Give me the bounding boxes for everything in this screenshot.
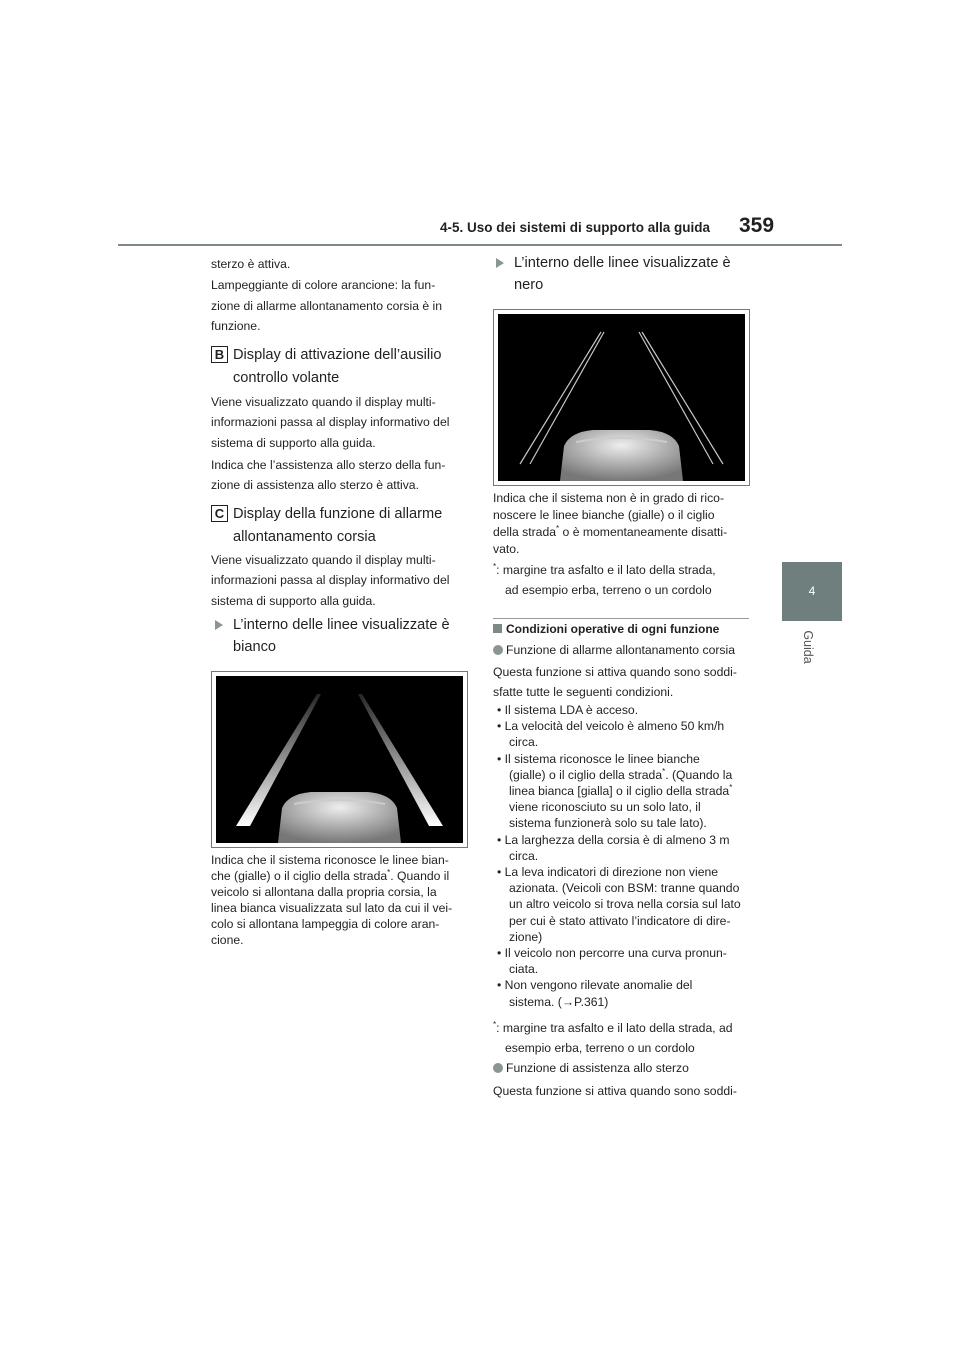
text-line: sistema di supporto alla guida. (211, 593, 376, 608)
conditions-heading (493, 622, 719, 636)
text-line: Viene visualizzato quando il display multi- (211, 553, 436, 567)
text-line: cione. (211, 933, 244, 947)
text-line: della strada* o è momentaneamente disatti- (493, 523, 728, 539)
chapter-tab[interactable]: 4 (782, 562, 842, 621)
text-line: un altro veicolo si trova nella corsia sul lato (509, 897, 741, 912)
list-item (497, 977, 741, 1009)
function-heading (493, 1061, 689, 1075)
footnote-lines (493, 1018, 733, 1058)
paragraph (493, 662, 737, 702)
text-line: • La velocità del veicolo è almeno 50 km/h (497, 719, 725, 734)
text-line: *: margine tra asfalto e il lato della strada, (493, 561, 716, 577)
section-b (211, 344, 441, 390)
text-line: funzione. (211, 319, 261, 333)
text-line: ciata. (509, 962, 539, 977)
text-line: linea bianca visualizzata sul lato da cui il vei- (211, 901, 453, 915)
text-line: Display della funzione di allarme (233, 506, 443, 522)
text-line: sfatte tutte le seguenti condizioni. (493, 685, 674, 699)
list-item (497, 832, 741, 864)
list-item (497, 864, 741, 945)
circle-bullet-icon (493, 1063, 503, 1073)
text-line: informazioni passa al display informativo del (211, 573, 450, 588)
text-line: veicolo si allontana dalla propria corsia, la (211, 885, 437, 899)
text-line: Questa funzione si attiva quando sono soddi- (493, 665, 737, 679)
header-divider (118, 244, 842, 246)
paragraph (211, 455, 445, 496)
list-item (497, 702, 741, 718)
text-line: azionata. (Veicoli con BSM: tranne quando (509, 881, 740, 896)
paragraph (211, 275, 442, 337)
text-line: zione) (509, 929, 543, 944)
paragraph (211, 254, 290, 275)
section-divider (493, 618, 749, 619)
text-line: informazioni passa al display informativo del (211, 415, 450, 430)
text-line: sistema funzionerà solo su tale lato). (509, 816, 707, 831)
text-line: L’interno delle linee visualizzate è (514, 255, 731, 271)
conditions-heading-text: Condizioni operative di ogni funzione (506, 622, 720, 636)
text-line: *: margine tra asfalto e il lato della strada, ad (493, 1019, 733, 1035)
square-bullet-icon (493, 624, 502, 633)
text-line: • La leva indicatori di direzione non viene (497, 865, 719, 880)
text-line: esempio erba, terreno o un cordolo (505, 1041, 695, 1055)
display-white-lines-image (211, 671, 468, 848)
circle-bullet-icon (493, 645, 503, 655)
text-line: circa. (509, 735, 539, 750)
text-line: viene riconosciuto su un solo lato, il (509, 800, 701, 815)
text-line: Indica che il sistema non è in grado di rico- (493, 491, 725, 505)
list-item (497, 718, 741, 750)
footnote-lines (493, 560, 716, 600)
text-line: Indica che il sistema riconosce le linee bian- (211, 853, 449, 867)
text-line: Questa funzione si attiva quando sono soddi- (493, 1084, 737, 1098)
triangle-bullet-icon (215, 620, 223, 630)
text-line: bianco (233, 638, 277, 655)
footnote (493, 560, 716, 600)
text-line: Indica che l’assistenza allo sterzo della fun- (211, 458, 446, 472)
list-item (497, 945, 741, 977)
function-heading-text: Funzione di allarme allontanamento corsia (506, 643, 735, 657)
text-line: • Il veicolo non percorre una curva pronun- (497, 946, 727, 961)
section-title: 4-5. Uso dei sistemi di supporto alla guida (440, 220, 711, 235)
text-line: colo si allontana lampeggia di colore aran- (211, 917, 440, 931)
footnote (493, 1018, 733, 1058)
subheading-text (496, 253, 731, 296)
display-black-lines-image (493, 309, 750, 486)
text-line: per cui è stato attivato l’indicatore di dire- (509, 913, 731, 928)
section-c (211, 503, 442, 549)
text-line: zione di assistenza allo sterzo è attiva. (211, 478, 419, 493)
text-line: sistema. (→P.361) (509, 994, 609, 1009)
text-line: allontanamento corsia (233, 529, 376, 545)
text-line: vato. (493, 542, 520, 556)
text-line: zione di allarme allontanamento corsia è in (211, 298, 443, 313)
text-line: Lampeggiante di colore arancione: la fun- (211, 278, 436, 292)
function-heading (493, 643, 735, 657)
caption-black (493, 490, 727, 558)
list-item (497, 751, 741, 832)
text-line: Display di attivazione dell’ausilio (233, 347, 442, 363)
section-c-heading (211, 503, 442, 549)
triangle-bullet-icon (496, 258, 504, 268)
caption-white (211, 852, 452, 948)
chapter-label: Guida (801, 630, 815, 664)
label-c-badge: C (211, 505, 228, 522)
text-line: nero (514, 276, 544, 293)
text-line: che (gialle) o il ciglio della strada*. Quando il (211, 867, 450, 883)
text-line: (gialle) o il ciglio della strada*. (Quando la (509, 766, 733, 782)
label-b-badge: B (211, 346, 228, 363)
function-heading-text: Funzione di assistenza allo sterzo (506, 1061, 689, 1075)
text-line: Viene visualizzato quando il display multi- (211, 395, 436, 409)
text-line: circa. (509, 848, 539, 863)
subheading-text (215, 615, 450, 658)
text-line: L’interno delle linee visualizzate è (233, 617, 450, 633)
paragraph (493, 1081, 737, 1101)
text-line: • La larghezza della corsia è di almeno 3 m (497, 832, 730, 847)
text-line: controllo volante (233, 370, 340, 386)
text-line: sterzo è attiva. (211, 257, 291, 271)
subheading-black (496, 253, 731, 296)
section-b-heading (211, 344, 441, 390)
text-line: noscere le linee bianche (gialle) o il ciglio (493, 508, 715, 522)
page-number: 359 (739, 214, 775, 237)
text-line: • Il sistema LDA è acceso. (497, 703, 639, 717)
conditions-list (497, 702, 741, 1010)
text-line: linea bianca [gialla] o il ciglio della strada* (509, 782, 733, 799)
text-line: • Il sistema riconosce le linee bianche (497, 751, 700, 766)
text-line: ad esempio erba, terreno o un cordolo (505, 583, 712, 597)
paragraph (211, 392, 449, 453)
subheading-white (215, 615, 450, 658)
paragraph (211, 550, 449, 611)
text-line: sistema di supporto alla guida. (211, 435, 376, 450)
text-line: • Non vengono rilevate anomalie del (497, 978, 693, 993)
